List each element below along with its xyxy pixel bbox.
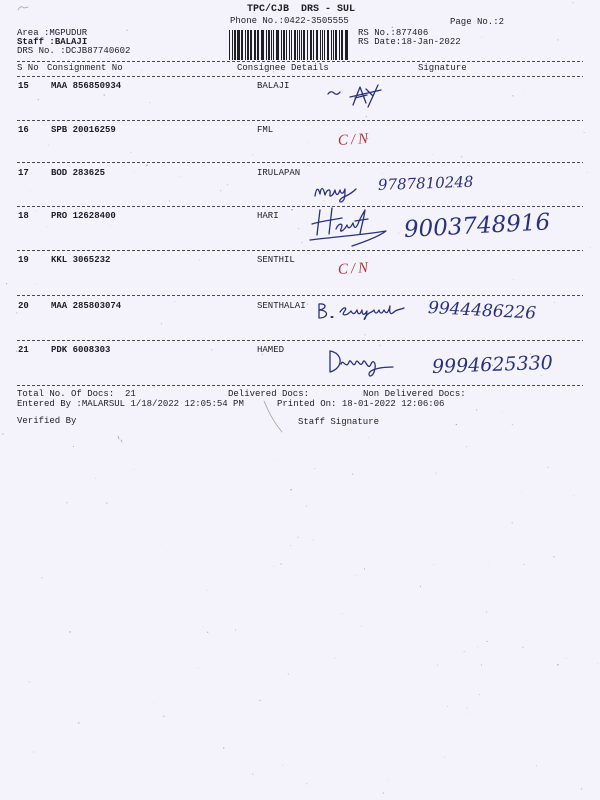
scan-speckle xyxy=(298,537,299,538)
row-consignee: SENTHALAI xyxy=(257,301,306,311)
drs-label: DRS No. : xyxy=(17,46,66,56)
barcode-bar xyxy=(289,30,290,60)
divider xyxy=(17,385,583,386)
row-consignee: HARI xyxy=(257,211,279,221)
barcode-bar xyxy=(273,30,274,60)
scan-speckle xyxy=(566,658,567,659)
scan-speckle xyxy=(108,338,109,339)
staff-value: BALAJI xyxy=(54,37,88,47)
table-row xyxy=(0,209,600,243)
scan-speckle xyxy=(330,150,331,151)
column-header-sno: S No xyxy=(17,63,39,73)
scan-speckle xyxy=(106,502,107,503)
handwritten-phone: 9944486226 xyxy=(427,298,537,324)
scan-speckle xyxy=(574,495,575,496)
table-row xyxy=(0,81,600,91)
barcode-bar xyxy=(307,30,308,60)
scan-speckle xyxy=(441,122,442,123)
scan-speckle xyxy=(223,747,225,749)
handwritten-phone: 9003748916 xyxy=(403,209,551,243)
barcode-bar xyxy=(331,30,332,60)
scan-speckle xyxy=(364,568,365,569)
scan-speckle xyxy=(282,765,283,766)
scan-speckle xyxy=(433,564,434,565)
barcode-bar xyxy=(316,30,318,60)
scan-speckle xyxy=(66,502,68,504)
barcode-bar xyxy=(297,30,298,60)
scan-speckle xyxy=(572,2,573,3)
barcode-bar xyxy=(276,30,279,60)
barcode-bar xyxy=(324,30,325,60)
barcode-bar xyxy=(245,30,246,60)
page-label: Page No.: xyxy=(450,17,499,27)
signature-scribble xyxy=(314,298,410,324)
scan-speckle xyxy=(24,337,25,338)
scan-speckle xyxy=(111,225,112,226)
barcode-bar xyxy=(237,30,240,60)
verified-by-label: Verified By xyxy=(17,416,77,426)
scan-speckle xyxy=(154,386,155,387)
row-consignee: FML xyxy=(257,125,274,135)
barcode-bar xyxy=(310,30,312,60)
scan-speckle xyxy=(30,191,31,192)
barcode-bar xyxy=(254,30,256,60)
barcode-bar xyxy=(271,30,272,60)
scan-speckle xyxy=(207,632,209,634)
scan-speckle xyxy=(259,700,260,701)
scan-speckle xyxy=(366,116,367,117)
row-consignment-no: MAA 856850934 xyxy=(51,81,122,91)
scan-speckle xyxy=(29,681,30,682)
scan-speckle xyxy=(154,702,155,703)
barcode-bar xyxy=(345,30,348,60)
barcode-bar xyxy=(341,30,343,60)
barcode-bar xyxy=(281,30,282,60)
scan-speckle xyxy=(47,227,48,228)
staff-label: Staff : xyxy=(17,37,55,47)
scan-speckle xyxy=(290,545,291,546)
entered-at: 1/18/2022 12:05:54 PM xyxy=(130,399,244,409)
barcode-bar xyxy=(261,30,264,60)
scan-speckle xyxy=(290,489,292,491)
scan-speckle xyxy=(581,788,582,789)
phone-number xyxy=(230,16,349,26)
scan-speckle xyxy=(198,668,199,669)
document-title: TPC/CJB DRS - SUL xyxy=(247,4,356,15)
scan-speckle xyxy=(314,468,315,469)
scan-speckle xyxy=(298,228,299,229)
row-consignment-no: SPB 20016259 xyxy=(51,125,116,135)
handwritten-remark: C/N xyxy=(337,130,372,149)
phone-value: 0422-3505555 xyxy=(284,16,349,26)
area-label: Area : xyxy=(17,28,50,38)
rs-date-value: 18-Jan-2022 xyxy=(401,37,461,47)
divider xyxy=(17,120,583,121)
scan-speckle xyxy=(226,460,227,461)
scan-speckle xyxy=(466,713,467,714)
scan-speckle xyxy=(16,312,18,314)
barcode-bar xyxy=(229,30,230,60)
row-sno: 19 xyxy=(18,255,29,265)
scan-speckle xyxy=(352,473,354,475)
signature-scribble xyxy=(323,346,397,380)
scan-speckle xyxy=(252,154,253,155)
scan-speckle xyxy=(308,142,309,143)
scan-speckle xyxy=(6,283,7,284)
barcode-bar xyxy=(283,30,285,60)
divider xyxy=(17,250,583,251)
handwritten-phone: 9787810248 xyxy=(377,172,474,194)
barcode-bar xyxy=(327,30,329,60)
barcode-bar xyxy=(241,30,243,60)
barcode-bar xyxy=(268,30,270,60)
scan-speckle xyxy=(292,74,293,75)
scan-speckle xyxy=(277,459,278,460)
scan-speckle xyxy=(95,478,96,479)
barcode-bar xyxy=(313,30,314,60)
drs-number xyxy=(17,46,130,56)
scan-speckle xyxy=(444,757,445,758)
staff-signature-label: Staff Signature xyxy=(298,417,380,427)
scan-speckle xyxy=(288,673,289,674)
scan-speckle xyxy=(536,765,537,766)
total-docs-label: Total No. Of Docs: xyxy=(17,389,115,399)
scan-speckle xyxy=(84,461,85,462)
scan-speckle xyxy=(146,165,148,167)
row-consignee: SENTHIL xyxy=(257,255,295,265)
barcode-bar xyxy=(299,30,300,60)
divider xyxy=(17,61,583,62)
scan-speckle xyxy=(432,154,433,155)
scan-speckle xyxy=(565,481,566,482)
barcode xyxy=(228,30,352,60)
scan-speckle xyxy=(306,505,307,506)
divider xyxy=(17,162,583,163)
barcode-bar xyxy=(286,30,287,60)
scan-speckle xyxy=(477,647,478,648)
scan-speckle xyxy=(69,631,71,633)
row-consignee: HAMED xyxy=(257,345,285,355)
scan-speckle xyxy=(161,544,162,545)
barcode-bar xyxy=(250,30,252,60)
divider xyxy=(17,295,583,296)
row-sno: 15 xyxy=(18,81,29,91)
row-sno: 18 xyxy=(18,211,29,221)
scan-speckle xyxy=(273,566,274,567)
scan-speckle xyxy=(161,323,162,324)
table-row xyxy=(0,255,600,278)
handwritten-phone: 9994625330 xyxy=(431,351,554,378)
row-sno: 20 xyxy=(18,301,29,311)
column-header-signature: Signature xyxy=(418,63,467,73)
scan-speckle xyxy=(130,152,131,153)
stray-pen-mark xyxy=(116,434,124,444)
scan-speckle xyxy=(481,37,482,38)
stray-pen-mark xyxy=(16,3,30,13)
scan-speckle xyxy=(141,70,142,71)
row-sno: 16 xyxy=(18,125,29,135)
signature-scribble xyxy=(325,80,385,108)
scan-speckle xyxy=(437,665,438,666)
row-consignment-no: KKL 3065232 xyxy=(51,255,111,265)
scan-speckle xyxy=(364,334,366,336)
entered-by-user: MALARSUL xyxy=(81,399,126,409)
barcode-bar xyxy=(247,30,249,60)
scan-speckle xyxy=(149,102,150,103)
scan-speckle xyxy=(521,491,522,492)
scan-speckle xyxy=(41,577,42,578)
scan-speckle xyxy=(2,433,3,434)
barcode-bar xyxy=(234,30,236,60)
scan-speckle xyxy=(523,564,524,565)
scan-speckle xyxy=(126,30,127,31)
scan-speckle xyxy=(235,630,236,631)
barcode-bar xyxy=(322,30,323,60)
scan-speckle xyxy=(557,39,559,41)
table-row xyxy=(0,298,600,324)
row-sno: 21 xyxy=(18,345,29,355)
scan-speckle xyxy=(306,783,307,784)
barcode-bar xyxy=(232,30,233,60)
barcode-bar xyxy=(291,30,292,60)
scan-speckle xyxy=(361,626,362,627)
scan-speckle xyxy=(163,716,164,717)
scan-speckle xyxy=(398,233,399,234)
signature-scribble xyxy=(312,177,360,203)
column-header-consignment: Consignment No xyxy=(47,63,123,73)
barcode-bar xyxy=(301,30,302,60)
scan-speckle xyxy=(169,200,170,201)
scan-speckle xyxy=(33,752,34,753)
barcode-bar xyxy=(257,30,259,60)
scan-speckle xyxy=(557,664,559,666)
scan-speckle xyxy=(479,694,480,695)
scan-speckle xyxy=(466,446,467,447)
row-consignment-no: PDK 6008303 xyxy=(51,345,111,355)
drs-value: DCJB87740602 xyxy=(65,46,131,56)
scan-speckle xyxy=(420,586,421,587)
scan-speckle xyxy=(522,646,523,647)
scan-speckle xyxy=(456,424,457,425)
scan-speckle xyxy=(36,283,37,284)
handwritten-remark: C/N xyxy=(337,259,372,278)
scan-speckle xyxy=(220,190,221,191)
delivered-docs-label: Delivered Docs: xyxy=(228,389,310,399)
total-docs-value: 21 xyxy=(125,389,136,399)
scan-speckle xyxy=(133,469,134,470)
printed-on-value: 18-01-2022 12:06:06 xyxy=(341,399,445,409)
rs-date-label: RS Date: xyxy=(358,37,402,47)
scan-speckle xyxy=(488,565,489,566)
entered-by-label: Entered By : xyxy=(17,399,82,409)
row-consignee: BALAJI xyxy=(257,81,290,91)
row-consignee: IRULAPAN xyxy=(257,168,301,178)
scan-speckle xyxy=(502,411,503,412)
scan-speckle xyxy=(227,184,228,185)
scan-speckle xyxy=(461,156,463,158)
phone-label: Phone No.: xyxy=(230,16,285,26)
barcode-bar xyxy=(303,30,305,60)
scan-speckle xyxy=(481,664,482,665)
scan-speckle xyxy=(512,424,514,426)
scan-speckle xyxy=(280,563,281,564)
scan-speckle xyxy=(436,472,437,473)
row-consignment-no: MAA 285803074 xyxy=(51,301,122,311)
scan-speckle xyxy=(592,164,593,165)
scan-speckle xyxy=(476,409,477,410)
scan-speckle xyxy=(207,590,208,591)
scan-speckle xyxy=(203,626,204,627)
page-number xyxy=(450,17,504,27)
scan-speckle xyxy=(301,242,302,243)
scan-speckle xyxy=(38,99,39,100)
scan-speckle xyxy=(486,611,487,612)
barcode-bar xyxy=(266,30,267,60)
row-consignment-no: PRO 12628400 xyxy=(51,211,116,221)
divider xyxy=(17,76,583,77)
scan-speckle xyxy=(487,641,488,642)
scan-speckle xyxy=(383,792,384,793)
scan-speckle xyxy=(500,58,501,59)
row-sno: 17 xyxy=(18,168,29,178)
rs-value: 877406 xyxy=(395,28,429,38)
row-consignment-no: BOD 283625 xyxy=(51,168,106,178)
table-row xyxy=(0,125,600,149)
scan-speckle xyxy=(342,613,343,614)
signature-scribble xyxy=(308,204,392,250)
entered-by xyxy=(17,399,244,409)
table-row xyxy=(0,168,600,194)
scan-speckle xyxy=(389,779,390,780)
scan-speckle xyxy=(48,145,49,146)
scan-speckle xyxy=(335,658,336,659)
scan-speckle xyxy=(548,467,549,468)
scan-speckle xyxy=(368,437,369,438)
stray-pen-mark xyxy=(258,398,288,436)
barcode-bar xyxy=(294,30,296,60)
scan-speckle xyxy=(597,663,598,664)
scan-speckle xyxy=(512,95,513,96)
scan-speckle xyxy=(447,706,448,707)
rs-date xyxy=(358,37,461,47)
scan-speckle xyxy=(512,522,513,523)
scan-speckle xyxy=(590,247,591,248)
non-delivered-docs-label: Non Delivered Docs: xyxy=(363,389,466,399)
scan-speckle xyxy=(464,651,465,652)
rs-label: RS No.: xyxy=(358,28,396,38)
column-header-consignee: Consignee Details xyxy=(237,63,329,73)
printed-on xyxy=(277,399,444,409)
scan-speckle xyxy=(103,94,105,96)
total-docs xyxy=(17,389,136,399)
area-value: MGPUDUR xyxy=(49,28,88,38)
barcode-bar xyxy=(335,30,337,60)
barcode-bar xyxy=(320,30,321,60)
scan-speckle xyxy=(355,575,356,576)
table-row xyxy=(0,345,600,378)
scan-speckle xyxy=(312,540,313,541)
scan-speckle xyxy=(553,556,554,557)
page-value: 2 xyxy=(498,17,505,27)
barcode-bar xyxy=(333,30,334,60)
scan-speckle xyxy=(513,279,514,280)
barcode-bar xyxy=(339,30,340,60)
scan-speckle xyxy=(541,375,542,376)
divider xyxy=(17,206,583,207)
printed-on-label: Printed On: xyxy=(277,399,337,409)
scan-speckle xyxy=(73,446,74,447)
scan-speckle xyxy=(252,774,253,775)
divider xyxy=(17,340,583,341)
scan-speckle xyxy=(466,707,467,708)
scan-speckle xyxy=(78,722,80,724)
